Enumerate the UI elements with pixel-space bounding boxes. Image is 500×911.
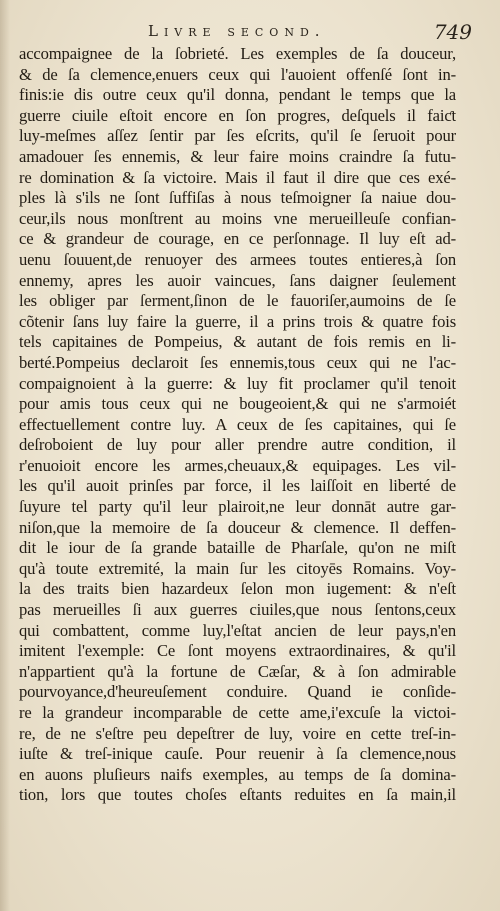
text-line: tion, lors que toutes choſes eſtants reduites en ſa main,il — [19, 785, 456, 805]
text-line: pourvoyance,d'heureuſement conduire. Quand ie conſide- — [19, 682, 456, 702]
text-line: pas merueilles ſi aux guerres ciuiles,que nous ſentons,ceux — [19, 600, 456, 620]
text-line: ce & grandeur de courage, en ce perſonnage. Il luy eſt ad- — [19, 229, 456, 249]
text-line: niſon,que la memoire de ſa douceur & clemence. Il deffen- — [19, 517, 456, 537]
body-text — [19, 44, 456, 806]
text-line: iuſte & treſ-inique cauſe. Pour reuenir à ſa clemence,nous — [19, 744, 456, 764]
text-line: tels capitaines de Pompeius, & autant de fois remis en li- — [19, 332, 456, 352]
text-line: re la grandeur incomparable de cette ame,i'excuſe la victoi- — [19, 703, 456, 722]
text-line: n'appartient qu'à la fortune de Cæſar, & à ſon admirable — [19, 661, 456, 681]
text-line: amadouer ſes ennemis, & leur faire moins craindre ſa futu- — [19, 146, 456, 166]
text-line: accompaignee de la ſobrieté. Les exemples de ſa douceur, — [19, 44, 456, 63]
page-number: 749 — [433, 20, 472, 44]
text-line: ennemy, apres les auoir vaincues, ſans daigner ſeulement — [19, 270, 456, 290]
text-line: re, de ne s'eſtre peu depeſtrer de luy, voire en cette treſ-in- — [19, 723, 456, 743]
text-line: compaignoient à la guerre: & luy fit proclamer qu'il tenoit — [19, 373, 456, 393]
text-line: guerre ciuile eſtoit encore en ſon progres, deſquels il faiƈt — [19, 105, 456, 125]
text-line: & de ſa clemence,enuers ceux qui l'auoient offenſé ſont in- — [19, 64, 456, 84]
text-line: les qu'il auoit prinſes par force, il les laiſſoit en liberté de — [19, 476, 456, 496]
text-line: r'enuoioit encore les armes,cheuaux,& equipages. Les vil- — [19, 455, 456, 475]
text-line: qu'à toute extremité, la main ſur les citoyēs Romains. Voy- — [19, 558, 456, 578]
page-header — [0, 20, 500, 44]
text-line: luy-meſmes aſſez ſentir par ſes eſcrits, qu'il ſe ſeruoit pour — [19, 126, 456, 146]
text-line: dit le iour de ſa grande bataille de Pharſale, qu'on ne miſt — [19, 538, 456, 558]
text-line: qui combattent, comme luy,l'eſtat ancien de leur pays,n'en — [19, 620, 456, 640]
text-line: cõtenir ſans luy faire la guerre, il a prins trois & quatre fois — [19, 311, 456, 331]
text-line: ples là s'ils ne ſont ſuffiſas à nous teſmoigner ſa naiue dou- — [19, 188, 456, 208]
text-line: berté.Pompeius declaroit ſes ennemis,tous ceux qui ne l'ac- — [19, 352, 456, 372]
text-line: imitent l'exemple: Ce ſont moyens extraordinaires, & qu'il — [19, 641, 456, 661]
text-line: la des traits bien hazardeux ſelon mon iugement: & n'eſt — [19, 579, 456, 599]
running-head: Livre second. — [148, 22, 326, 40]
text-line: uenu ſouuent,de renuoyer des armees toutes entieres,à ſon — [19, 249, 456, 269]
text-line: pour amis tous ceux qui ne bougeoient,& qui ne s'armoiét — [19, 394, 456, 414]
text-line: effectuellement contre luy. A ceux de ſes capitaines, qui ſe — [19, 414, 456, 434]
text-line: les obliger par ſerment,ſinon de le fauoriſer,aumoins de ſe — [19, 291, 456, 311]
text-line: re domination & ſa victoire. Mais il faut il dire que ces exé- — [19, 167, 456, 187]
text-line: ceur,ils nous monſtrent au moins vne merueilleuſe confian- — [19, 208, 456, 228]
text-line: finis:ie dis outre ceux qu'il donna, pendant le temps que la — [19, 85, 456, 105]
text-line: deſroboient de luy pour aller prendre autre condition, il — [19, 435, 456, 455]
text-line: ſuyure tel party qu'il leur plairoit,ne leur donnāt autre gar- — [19, 497, 456, 517]
text-line: en auons pluſieurs naifs exemples, au temps de ſa domina- — [19, 764, 456, 784]
